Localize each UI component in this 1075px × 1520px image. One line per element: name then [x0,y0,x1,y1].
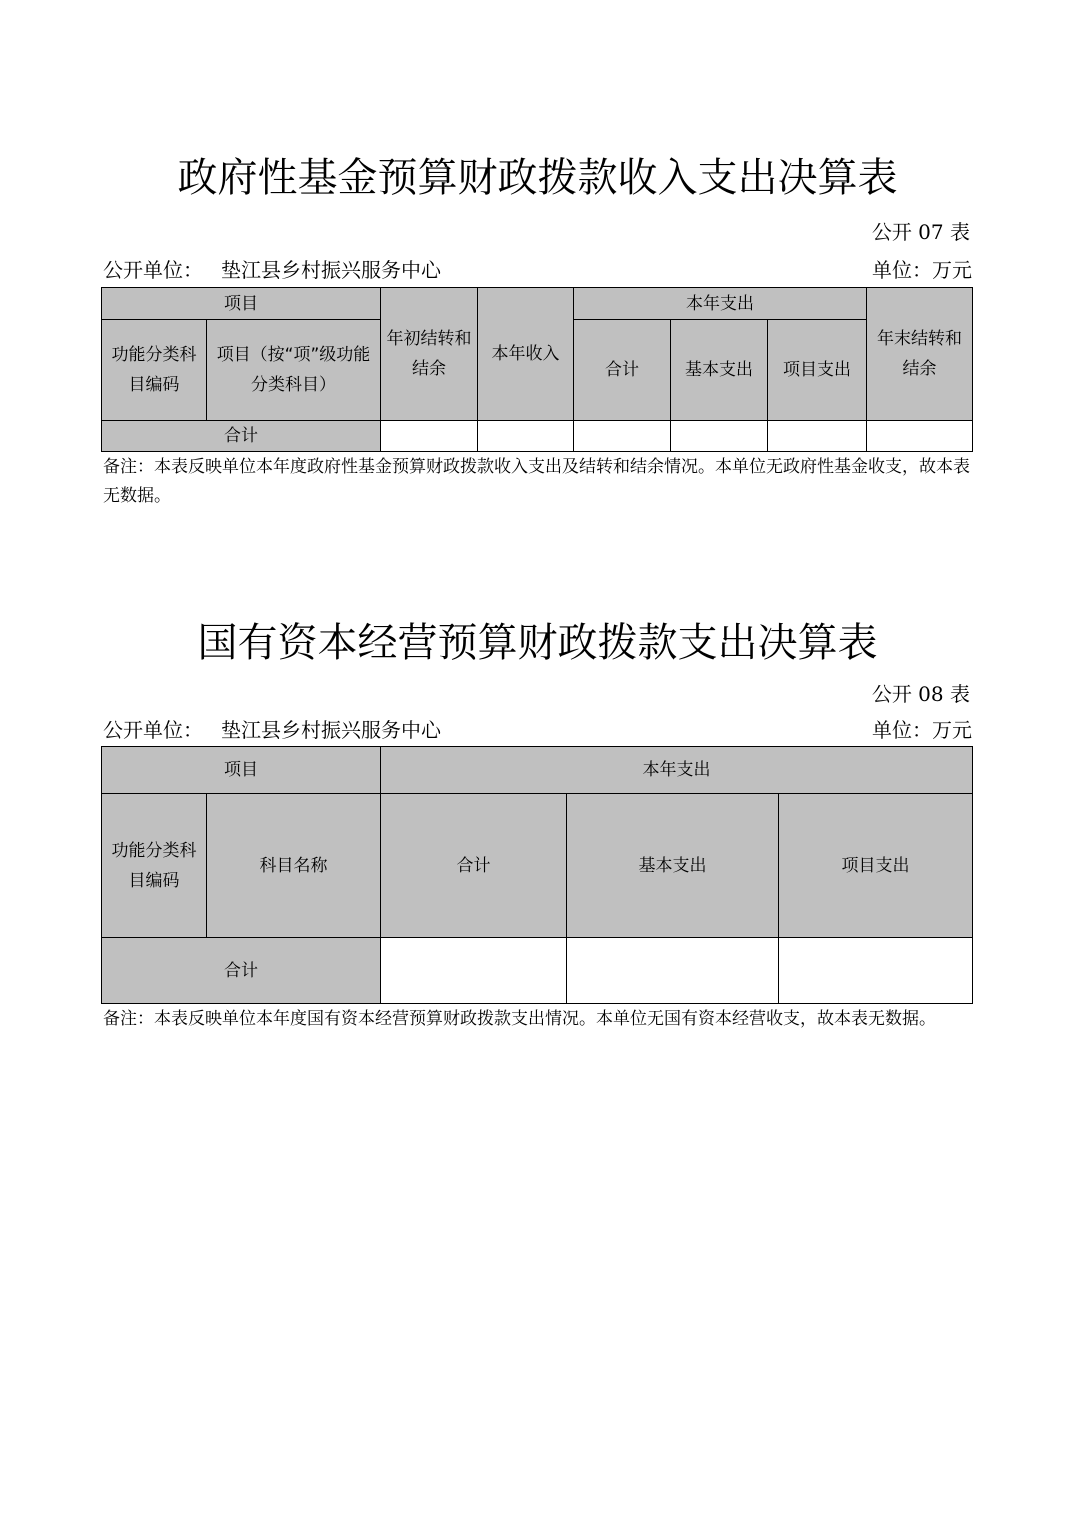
table07-note: 备注：本表反映单位本年度政府性基金预算财政拨款收入支出及结转和结余情况。本单位无政府性基金收支，故本表无数据。 [103,457,970,506]
header-func-code: 功能分类科目编码 [102,320,207,421]
total-row-label: 合计 [102,938,381,1004]
total-basic [671,421,768,452]
header-expense-group: 本年支出 [574,288,867,320]
total-expense [574,421,671,452]
header-income: 本年收入 [478,288,574,421]
header-end-balance: 年末结转和结余 [867,288,973,421]
total-basic [567,938,779,1004]
total-end-balance [867,421,973,452]
header-item: 项目 [102,747,381,794]
table08 [101,746,973,1004]
header-basic: 基本支出 [567,794,779,938]
header-project: 项目支出 [768,320,867,421]
org-name: 垫江县乡村振兴服务中心 [221,718,441,742]
table07-number: 公开 07 表 [871,220,970,244]
table08-title: 国有资本经营预算财政拨款支出决算表 [197,620,878,666]
header-total: 合计 [574,320,671,421]
header-item: 项目 [102,288,381,320]
header-basic: 基本支出 [671,320,768,421]
table07-title: 政府性基金预算财政拨款收入支出决算表 [177,155,898,201]
header-begin-balance: 年初结转和结余 [381,288,478,421]
header-total: 合计 [381,794,567,938]
unit-label: 单位：万元 [872,258,972,282]
header-item-name: 项目（按“项”级功能分类科目） [207,320,381,421]
org-label: 公开单位： [103,718,203,742]
header-subject-name: 科目名称 [207,794,381,938]
table08-number: 公开 08 表 [871,682,970,706]
total-income [478,421,574,452]
total-project [779,938,973,1004]
unit-label: 单位：万元 [872,718,972,742]
total-expense [381,938,567,1004]
total-project [768,421,867,452]
header-project: 项目支出 [779,794,973,938]
header-func-code: 功能分类科目编码 [102,794,207,938]
org-name: 垫江县乡村振兴服务中心 [221,258,441,282]
header-expense-group: 本年支出 [381,747,973,794]
total-row-label: 合计 [102,421,381,452]
table07 [101,287,973,452]
total-begin-balance [381,421,478,452]
table08-note: 备注：本表反映单位本年度国有资本经营预算财政拨款支出情况。本单位无国有资本经营收支，故本表无数据。 [103,1009,936,1029]
org-label: 公开单位： [103,258,203,282]
